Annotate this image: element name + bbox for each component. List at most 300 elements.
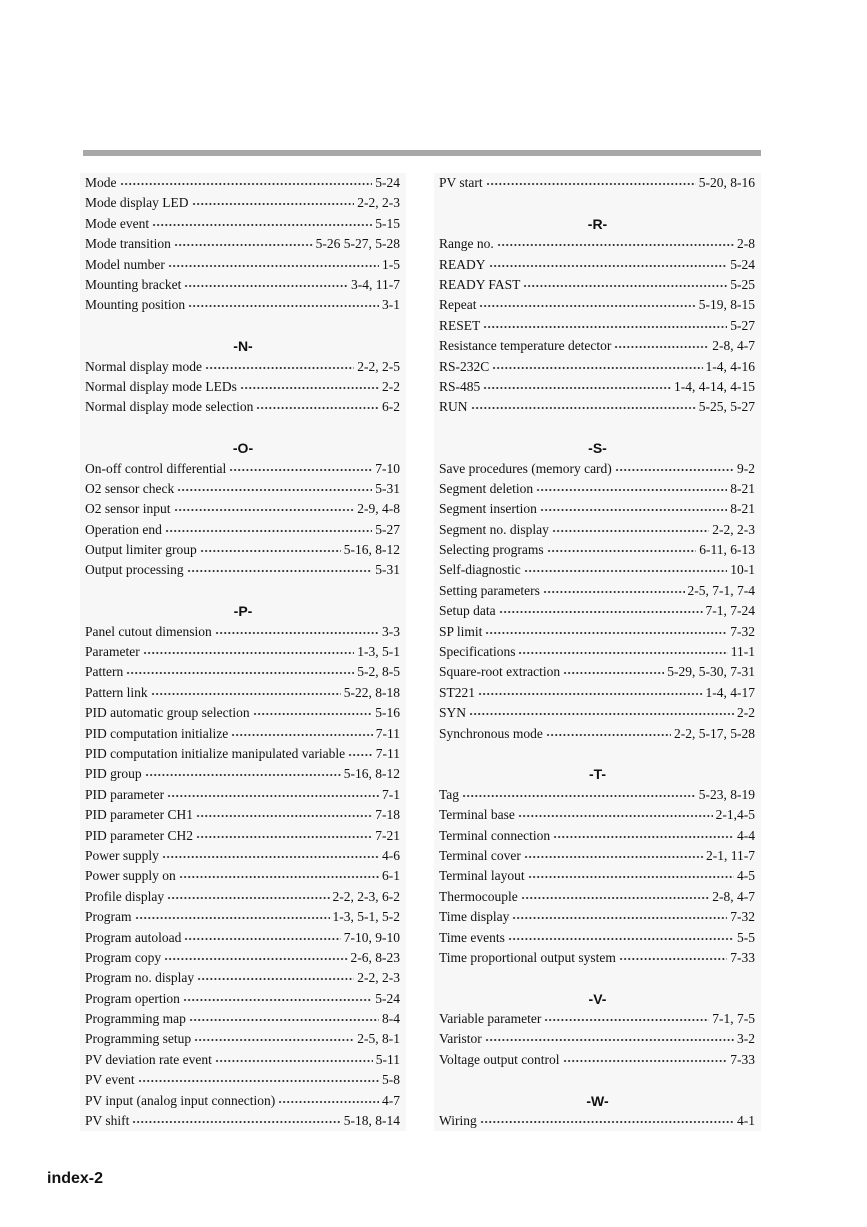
dot-leader (187, 569, 373, 573)
dot-leader (497, 243, 734, 247)
dot-leader (479, 304, 695, 308)
index-page-ref: 2-2, 5-17, 5-28 (674, 725, 755, 741)
index-term: RUN (439, 399, 468, 415)
index-term: Mounting bracket (85, 276, 182, 292)
index-term: Specifications (439, 644, 516, 660)
index-term: Square-root extraction (439, 664, 561, 680)
index-entry (80, 214, 406, 234)
index-term: Normal display mode selection (85, 399, 254, 415)
index-entry (80, 193, 406, 213)
index-page-ref: 1-5 (382, 256, 400, 272)
index-entry (80, 1111, 406, 1131)
index-entry (80, 173, 406, 193)
index-term: Terminal connection (439, 827, 551, 843)
index-entry (434, 683, 761, 703)
index-page-ref: 2-6, 8-23 (350, 949, 400, 965)
index-entry (80, 785, 406, 805)
dot-leader (552, 529, 709, 533)
index-page-ref: 5-27 (730, 317, 755, 333)
index-entry (434, 499, 761, 519)
index-page-ref: 11-1 (730, 644, 755, 660)
dot-leader (184, 284, 348, 288)
index-page-ref: 7-1 (382, 786, 400, 802)
index-page-ref: 2-8 (737, 236, 755, 252)
index-term: PID computation initialize (85, 725, 229, 741)
index-entry (80, 968, 406, 988)
index-term: Program (85, 909, 132, 925)
dot-leader (563, 671, 664, 675)
dot-leader (553, 835, 734, 839)
index-page-ref: 5-24 (730, 256, 755, 272)
index-entry (434, 377, 761, 397)
index-page-ref: 5-2, 8-5 (357, 664, 400, 680)
index-term: READY (439, 256, 486, 272)
index-page-ref: 7-10 (375, 460, 400, 476)
index-term: Terminal layout (439, 868, 525, 884)
index-entry (80, 255, 406, 275)
dot-leader (164, 957, 347, 961)
index-term: Parameter (85, 644, 140, 660)
dot-leader (253, 712, 373, 716)
dot-leader (615, 468, 734, 472)
index-entry (434, 540, 761, 560)
index-term: Panel cutout dimension (85, 623, 212, 639)
dot-leader (120, 182, 373, 186)
index-term: Save procedures (memory card) (439, 460, 612, 476)
index-term: O2 sensor check (85, 480, 175, 496)
index-term: ST221 (439, 684, 476, 700)
dot-leader (197, 977, 354, 981)
index-page-ref: 7-32 (730, 623, 755, 639)
index-entry (434, 642, 761, 662)
index-term: Range no. (439, 236, 494, 252)
index-page-ref: 7-1, 7-5 (712, 1011, 755, 1027)
index-entry (434, 397, 761, 417)
index-entry (80, 907, 406, 927)
index-page-ref: 5-27 (375, 521, 400, 537)
index-entry (434, 846, 761, 866)
index-term: PID computation initialize manipulated variable (85, 745, 346, 761)
index-term: Time events (439, 929, 505, 945)
index-page-ref: 2-9, 4-8 (357, 501, 400, 517)
index-page-ref: 5-5 (737, 929, 755, 945)
dot-leader (192, 202, 355, 206)
index-entry (80, 540, 406, 560)
index-entry (80, 948, 406, 968)
index-term: Segment deletion (439, 480, 534, 496)
dot-leader (619, 957, 727, 961)
index-page-ref: 6-11, 6-13 (699, 542, 755, 558)
index-term: PID group (85, 766, 142, 782)
dot-leader (189, 1018, 379, 1022)
dot-leader (165, 529, 372, 533)
index-term: Programming map (85, 1011, 186, 1027)
dot-leader (177, 488, 372, 492)
dot-leader (143, 651, 355, 655)
index-page-ref: 7-33 (730, 1051, 755, 1067)
index-term: Segment no. display (439, 521, 549, 537)
dot-leader (540, 508, 727, 512)
index-page-ref: 4-6 (382, 847, 400, 863)
index-term: Voltage output control (439, 1051, 560, 1067)
index-entry (80, 560, 406, 580)
index-entry (434, 805, 761, 825)
dot-leader (231, 733, 373, 737)
section-heading-p: -P- (233, 603, 253, 620)
dot-leader (196, 814, 372, 818)
index-page-ref: 2-2, 2-3, 6-2 (332, 888, 400, 904)
dot-leader (489, 264, 728, 268)
index-entry (434, 234, 761, 254)
dot-leader (152, 223, 372, 227)
index-entry (80, 377, 406, 397)
dot-leader (167, 896, 329, 900)
index-page-ref: 5-16, 8-12 (343, 766, 400, 782)
dot-leader (145, 773, 341, 777)
index-term: Self-diagnostic (439, 562, 521, 578)
index-term: Normal display mode LEDs (85, 378, 237, 394)
index-entry (80, 805, 406, 825)
index-term: Program opertion (85, 990, 180, 1006)
index-entry (80, 1009, 406, 1029)
index-term: Operation end (85, 521, 162, 537)
dot-leader (546, 733, 671, 737)
index-entry (80, 295, 406, 315)
index-entry (80, 479, 406, 499)
index-page-ref: 6-2 (382, 399, 400, 415)
index-entry (80, 703, 406, 723)
index-term: Varistor (439, 1031, 482, 1047)
section-heading-o: -O- (232, 440, 254, 457)
index-entry (80, 846, 406, 866)
dot-leader (480, 1120, 734, 1124)
index-page-ref: 5-18, 8-14 (343, 1113, 400, 1129)
index-term: Repeat (439, 297, 477, 313)
dot-leader (485, 1038, 734, 1042)
index-page-ref: 4-5 (737, 868, 755, 884)
index-term: SP limit (439, 623, 483, 639)
dot-leader (499, 610, 703, 614)
index-page-ref: 4-1 (737, 1113, 755, 1129)
dot-leader (478, 692, 702, 696)
index-term: Program autoload (85, 929, 182, 945)
index-term: Setting parameters (439, 582, 540, 598)
index-term: PV shift (85, 1113, 130, 1129)
index-page-ref: 8-21 (730, 480, 755, 496)
index-page-ref: 3-2 (737, 1031, 755, 1047)
section-heading-r: -R- (587, 215, 608, 232)
index-entry (434, 703, 761, 723)
dot-leader (256, 406, 379, 410)
index-term: Mode (85, 175, 117, 190)
page-number: index-2 (47, 1170, 104, 1187)
dot-leader (215, 631, 379, 635)
index-page-ref: 7-33 (730, 949, 755, 965)
index-term: Synchronous mode (439, 725, 543, 741)
dot-leader (544, 1018, 709, 1022)
dot-leader (486, 182, 696, 186)
index-term: O2 sensor input (85, 501, 171, 517)
index-term: Program copy (85, 949, 162, 965)
index-entry (80, 764, 406, 784)
dot-leader (518, 814, 713, 818)
index-entry (434, 1029, 761, 1049)
dot-leader (174, 243, 313, 247)
index-term: Programming setup (85, 1031, 192, 1047)
index-entry (434, 357, 761, 377)
dot-leader (614, 345, 709, 349)
index-term: On-off control differential (85, 460, 227, 476)
index-entry (434, 1009, 761, 1029)
section-heading-n: -N- (233, 338, 253, 355)
index-term: PID parameter CH2 (85, 827, 193, 843)
dot-leader (563, 1059, 728, 1063)
index-entry (434, 479, 761, 499)
dot-leader (462, 794, 696, 798)
index-page-ref: 5-16, 8-12 (343, 542, 400, 558)
index-page-ref: 7-1, 7-24 (705, 603, 755, 619)
index-column-right (434, 173, 761, 1131)
index-page-ref: 2-5, 8-1 (357, 1031, 400, 1047)
index-entry (434, 887, 761, 907)
index-term: PV event (85, 1072, 135, 1088)
index-page-ref: 2-8, 4-7 (712, 338, 755, 354)
index-term: Pattern (85, 664, 124, 680)
index-page-ref: 7-21 (375, 827, 400, 843)
index-term: Program no. display (85, 970, 195, 986)
index-page-ref: 5-31 (375, 562, 400, 578)
dot-leader (174, 508, 355, 512)
index-entry (80, 397, 406, 417)
header-rule (83, 150, 761, 156)
index-page-ref: 5-15 (375, 215, 400, 231)
index-term: PID parameter CH1 (85, 807, 193, 823)
index-page-ref: 8-21 (730, 501, 755, 517)
index-term: Tag (439, 786, 460, 802)
index-entry (434, 724, 761, 744)
index-page-ref: 3-1 (382, 297, 400, 313)
index-entry (434, 866, 761, 886)
index-page-ref: 1-4, 4-14, 4-15 (674, 378, 755, 394)
index-page-ref: 5-31 (375, 480, 400, 496)
index-term: Time proportional output system (439, 949, 616, 965)
dot-leader (523, 284, 727, 288)
dot-leader (205, 366, 354, 370)
index-entry (434, 173, 761, 193)
index-entry (434, 459, 761, 479)
index-page-ref: 2-8, 4-7 (712, 888, 755, 904)
dot-leader (168, 264, 379, 268)
index-term: PV deviation rate event (85, 1051, 212, 1067)
index-entry (80, 1029, 406, 1049)
dot-leader (196, 835, 372, 839)
index-page-ref: 5-16 (375, 705, 400, 721)
index-page-ref: 5-11 (375, 1051, 400, 1067)
index-entry (434, 907, 761, 927)
index-page-ref: 5-25 (730, 276, 755, 292)
index-entry (80, 520, 406, 540)
dot-leader (215, 1059, 373, 1063)
index-term: RS-232C (439, 358, 490, 374)
index-entry (80, 275, 406, 295)
index-term: Output processing (85, 562, 184, 578)
index-entry (434, 295, 761, 315)
index-page-ref: 7-32 (730, 909, 755, 925)
index-entry (80, 459, 406, 479)
index-term: Mounting position (85, 297, 186, 313)
section-heading-w: -W- (586, 1092, 609, 1109)
dot-leader (483, 386, 671, 390)
index-entry (80, 1050, 406, 1070)
index-term: Output limiter group (85, 542, 197, 558)
index-page-ref: 1-3, 5-1, 5-2 (332, 909, 400, 925)
index-term: SYN (439, 705, 467, 721)
dot-leader (524, 569, 728, 573)
dot-leader (508, 937, 734, 941)
index-entry (80, 622, 406, 642)
index-page-ref: 5-24 (375, 175, 400, 190)
dot-leader (485, 631, 727, 635)
index-entry (80, 357, 406, 377)
index-page-ref: 1-4, 4-17 (705, 684, 755, 700)
section-heading-t: -T- (588, 766, 607, 783)
index-page-ref: 1-4, 4-16 (705, 358, 755, 374)
index-page-ref: 6-1 (382, 868, 400, 884)
dot-leader (184, 937, 340, 941)
index-page-ref: 4-4 (737, 827, 755, 843)
section-heading-v: -V- (588, 990, 607, 1007)
index-entry (434, 275, 761, 295)
dot-leader (471, 406, 696, 410)
dot-leader (543, 590, 685, 594)
index-entry (80, 928, 406, 948)
index-term: PV start (439, 175, 483, 190)
dot-leader (188, 304, 379, 308)
index-entry (434, 601, 761, 621)
index-page-ref: 5-22, 8-18 (343, 684, 400, 700)
index-entry (434, 336, 761, 356)
index-page-ref: 5-8 (382, 1072, 400, 1088)
dot-leader (179, 875, 379, 879)
index-page-ref: 5-19, 8-15 (698, 297, 755, 313)
dot-leader (135, 916, 330, 920)
index-entry (434, 826, 761, 846)
index-term: Time display (439, 909, 510, 925)
index-page-ref: 5-20, 8-16 (698, 175, 755, 190)
index-page-ref: 2-2 (737, 705, 755, 721)
index-entry (434, 785, 761, 805)
index-term: Resistance temperature detector (439, 338, 612, 354)
index-page-ref: 7-18 (375, 807, 400, 823)
index-entry (80, 683, 406, 703)
index-term: Power supply (85, 847, 159, 863)
index-page-ref: 5-26 5-27, 5-28 (315, 236, 400, 252)
index-entry (434, 520, 761, 540)
index-term: Pattern link (85, 684, 148, 700)
index-page-ref: 2-2, 2-3 (712, 521, 755, 537)
dot-leader (512, 916, 727, 920)
index-entry (434, 255, 761, 275)
index-term: Wiring (439, 1113, 477, 1129)
dot-leader (492, 366, 702, 370)
index-page-ref: 5-29, 5-30, 7-31 (667, 664, 755, 680)
index-entry (80, 887, 406, 907)
dot-leader (132, 1120, 340, 1124)
index-entry (434, 1111, 761, 1131)
index-page-ref: 2-2, 2-5 (357, 358, 400, 374)
index-entry (434, 560, 761, 580)
index-page-ref: 5-24 (375, 990, 400, 1006)
section-heading-s: -S- (588, 440, 607, 457)
index-term: Mode transition (85, 236, 171, 252)
dot-leader (528, 875, 734, 879)
index-term: PID parameter (85, 786, 165, 802)
index-term: Mode display LED (85, 195, 189, 211)
dot-leader (469, 712, 734, 716)
index-entry (80, 499, 406, 519)
index-entry (434, 928, 761, 948)
index-page-ref: 9-2 (737, 460, 755, 476)
index-term: Variable parameter (439, 1011, 542, 1027)
index-term: Selecting programs (439, 542, 544, 558)
index-page-ref: 2-2, 2-3 (357, 970, 400, 986)
dot-leader (524, 855, 703, 859)
index-page-ref: 3-4, 11-7 (351, 276, 400, 292)
dot-leader (278, 1100, 379, 1104)
index-term: RS-485 (439, 378, 481, 394)
index-entry (80, 642, 406, 662)
dot-leader (162, 855, 379, 859)
index-page-ref: 7-11 (375, 745, 400, 761)
index-page-ref: 2-1,4-5 (715, 807, 755, 823)
index-entry (80, 866, 406, 886)
index-page-ref: 10-1 (730, 562, 755, 578)
index-entry (434, 622, 761, 642)
index-term: Setup data (439, 603, 496, 619)
index-term: READY FAST (439, 276, 521, 292)
dot-leader (518, 651, 727, 655)
index-entry (434, 662, 761, 682)
index-entry (434, 948, 761, 968)
index-entry (80, 826, 406, 846)
index-page-ref: 2-1, 11-7 (706, 847, 755, 863)
index-page-ref: 2-2, 2-3 (357, 195, 400, 211)
index-term: Profile display (85, 888, 165, 904)
index-term: Segment insertion (439, 501, 537, 517)
dot-leader (126, 671, 354, 675)
dot-leader (183, 998, 372, 1002)
dot-leader (200, 549, 341, 553)
index-term: Terminal base (439, 807, 515, 823)
index-entry (80, 234, 406, 254)
index-entry (80, 662, 406, 682)
index-entry (80, 989, 406, 1009)
index-page-ref: 1-3, 5-1 (357, 644, 400, 660)
index-page-ref: 2-5, 7-1, 7-4 (687, 582, 755, 598)
index-term: Thermocouple (439, 888, 518, 904)
index-term: Normal display mode (85, 358, 202, 374)
dot-leader (483, 325, 727, 329)
index-term: RESET (439, 317, 481, 333)
index-page-ref: 3-3 (382, 623, 400, 639)
index-page-ref: 7-10, 9-10 (343, 929, 400, 945)
index-entry (80, 744, 406, 764)
dot-leader (521, 896, 710, 900)
index-entry (80, 724, 406, 744)
index-entry (80, 1091, 406, 1111)
dot-leader (194, 1038, 354, 1042)
index-term: PID automatic group selection (85, 705, 250, 721)
